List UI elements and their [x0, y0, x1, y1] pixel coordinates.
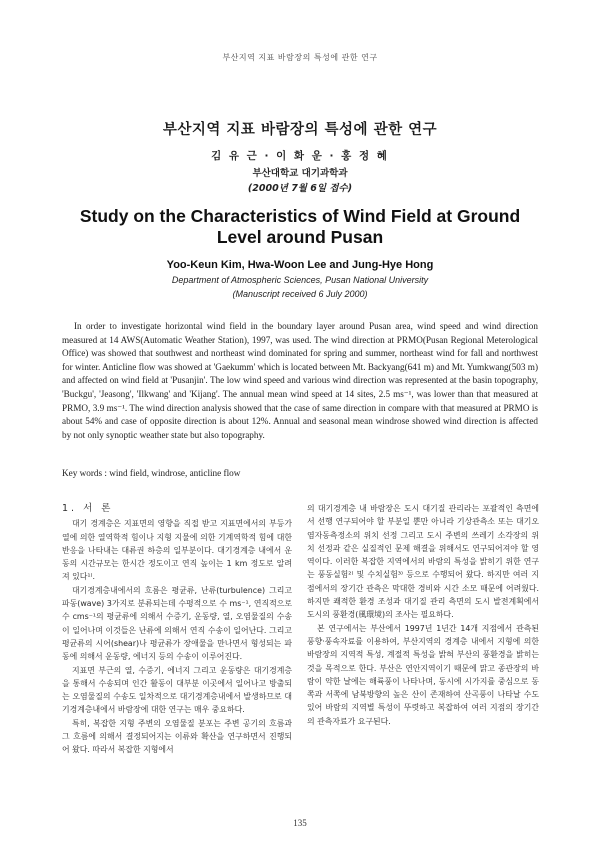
body-paragraph: 대기경계층내에서의 흐름은 평균류, 난류(turbulence) 그리고 파동(wave) 3가지로 분류되는데 수평적으로 수 ms⁻¹, 연직적으로 수 cms⁻¹의 평균류에 의해서 수증기, 운동량, 열, 오염물질의 수송이 일어나며 이것들은 난류에 의해서 연직 수송이 일어난다. 그리고 평균류의 시어(shear)나 평균류가 장애물을 만나면서 형성되는 파동에 의해서 운동량, 에너지 등의 수송이 이루어진다. [62, 585, 292, 662]
english-authors: Yoo-Keun Kim, Hwa-Woon Lee and Jung-Hye Hong [166, 259, 434, 271]
body-paragraph: 지표면 부근의 열, 수증기, 에너지 그리고 운동량은 대기경계층을 통해서 수송되며 인간 활동이 대부분 이곳에서 일어나고 방출되는 오염물질의 수송도 일차적으로 대기경계층내에서 발생하므로 대기경계층내에서 바람장에 대한 연구는 매우 중요하다. [62, 665, 292, 715]
english-affiliation: Department of Atmospheric Sciences, Pusan National University [171, 275, 429, 285]
korean-title: 부산지역 지표 바람장의 특성에 관한 연구 [162, 122, 438, 138]
body-paragraph: 의 대기경계층 내 바람장은 도시 대기질 관리라는 포괄적인 측면에서 선행 연구되어야 할 부분일 뿐만 아니라 기상관측소 또는 대기오염자동측정소의 위치 선정 그리고 도시 주변의 쓰레기 소각장의 위치 선정과 같은 실질적인 문제 해결을 위해서도 연구되어져야 할 영역이다. 이러한 복잡한 지역에서의 바람의 특성을 밝히기 위한 연구는 풍동실험²⁾ 및 수치실험³⁾ 등으로 수행되어 왔다. 하지만 여러 지점에서의 장기간 관측은 막대한 경비와 시간 소모 때문에 어려웠다. 하지만 쾌적한 환경 조성과 대기질 관리 측면의 도시 발전계획에서 도시의 풍환경(風環境)의 조사는 필요하다. [307, 504, 539, 620]
page-number: 135 [293, 818, 307, 828]
body-column-right [307, 502, 539, 728]
body-paragraph: 대기 경계층은 지표면의 영향을 직접 받고 지표면에서의 부등가열에 의한 열역학적 힘이나 지형 지물에 의한 기계역학적 힘에 대한 반응을 나타내는 대류권 하층의 일부분이다. 대기경계층 내에서 운동의 시간규모는 한시간 정도이고 연직 높이는 1 km 정도로 알려져 있다¹⁾. [62, 519, 292, 582]
keywords: Key words : wind field, windrose, anticline flow [62, 468, 241, 478]
korean-received-date: (2000년 7월 6일 접수) [247, 183, 353, 194]
body-column-left [62, 502, 292, 757]
english-received-date: (Manuscript received 6 July 2000) [232, 289, 368, 299]
korean-affiliation: 부산대학교 대기과학과 [252, 168, 348, 179]
korean-authors: 김 유 근 · 이 화 운 · 홍 정 혜 [211, 150, 389, 162]
english-title: Study on the Characteristics of Wind Field at Ground Level around Pusan [79, 206, 521, 247]
abstract: In order to investigate horizontal wind field in the boundary layer around Pusan area, wind speed and wind direction measured at 14 AWS(Automatic Weather Station), 1997, was used. The wind direction at PRMO(Pusan Regional Meterological Office) was showed that southwest and northeast wind dominated for spring and summer, northeast wind for fall and northwest for winter. Anticline flow was showed at 'Gaekumm' which is located between Mt. Backyang(641 m) and Mt. Yumkwang(503 m) and affected on wind field at 'Pusanjin'. The low wind speed and various wind direction was represented at the basin topography, 'Buckgu', 'Jeasong', 'Ilkwang' and 'Kijang'. The annual mean wind speed at 14 sites, 2.5 ms⁻¹, was lower than that measured at PRMO, 3.9 ms⁻¹. The wind direction analysis showed that the case of same direction in compare with that measured at PRMO is about 54% and case of opposite direction is about 12%. Annual and seasonal mean windrose showed wind direction is affected by not only synoptic weather state but also topography. [62, 321, 538, 440]
body-paragraph: 본 연구에서는 부산에서 1997년 1년간 14개 지점에서 관측된 풍향·풍속자료를 이용하여, 부산지역의 경계층 내에서 지형에 의한 바람장의 지역적 특성, 계절적 특성을 밝혀 부산의 풍환경을 밝히는 것을 목적으로 한다. 부산은 연안지역이기 때문에 맑고 종관장의 바람이 약한 날에는 해륙풍이 나타나며, 동시에 시가지를 중심으로 동쪽과 서쪽에 남북방향의 높은 산이 존재하여 산곡풍이 나타날 수도 있어 바람의 지역별 특성이 뚜렷하고 복잡하여 여러 지점의 장기간의 관측자료가 요구된다. [307, 623, 539, 726]
running-header: 부산지역 지표 바람장의 특성에 관한 연구 [222, 53, 378, 62]
section-heading-introduction: 1. 서 론 [62, 503, 114, 514]
body-paragraph: 특히, 복잡한 지형 주변의 오염물질 분포는 주변 공기의 흐름과 그 흐름에 의해서 결정되어지는 이류와 확산을 연구하면서 진행되어 왔다. 따라서 복잡한 지형에서 [62, 718, 292, 755]
